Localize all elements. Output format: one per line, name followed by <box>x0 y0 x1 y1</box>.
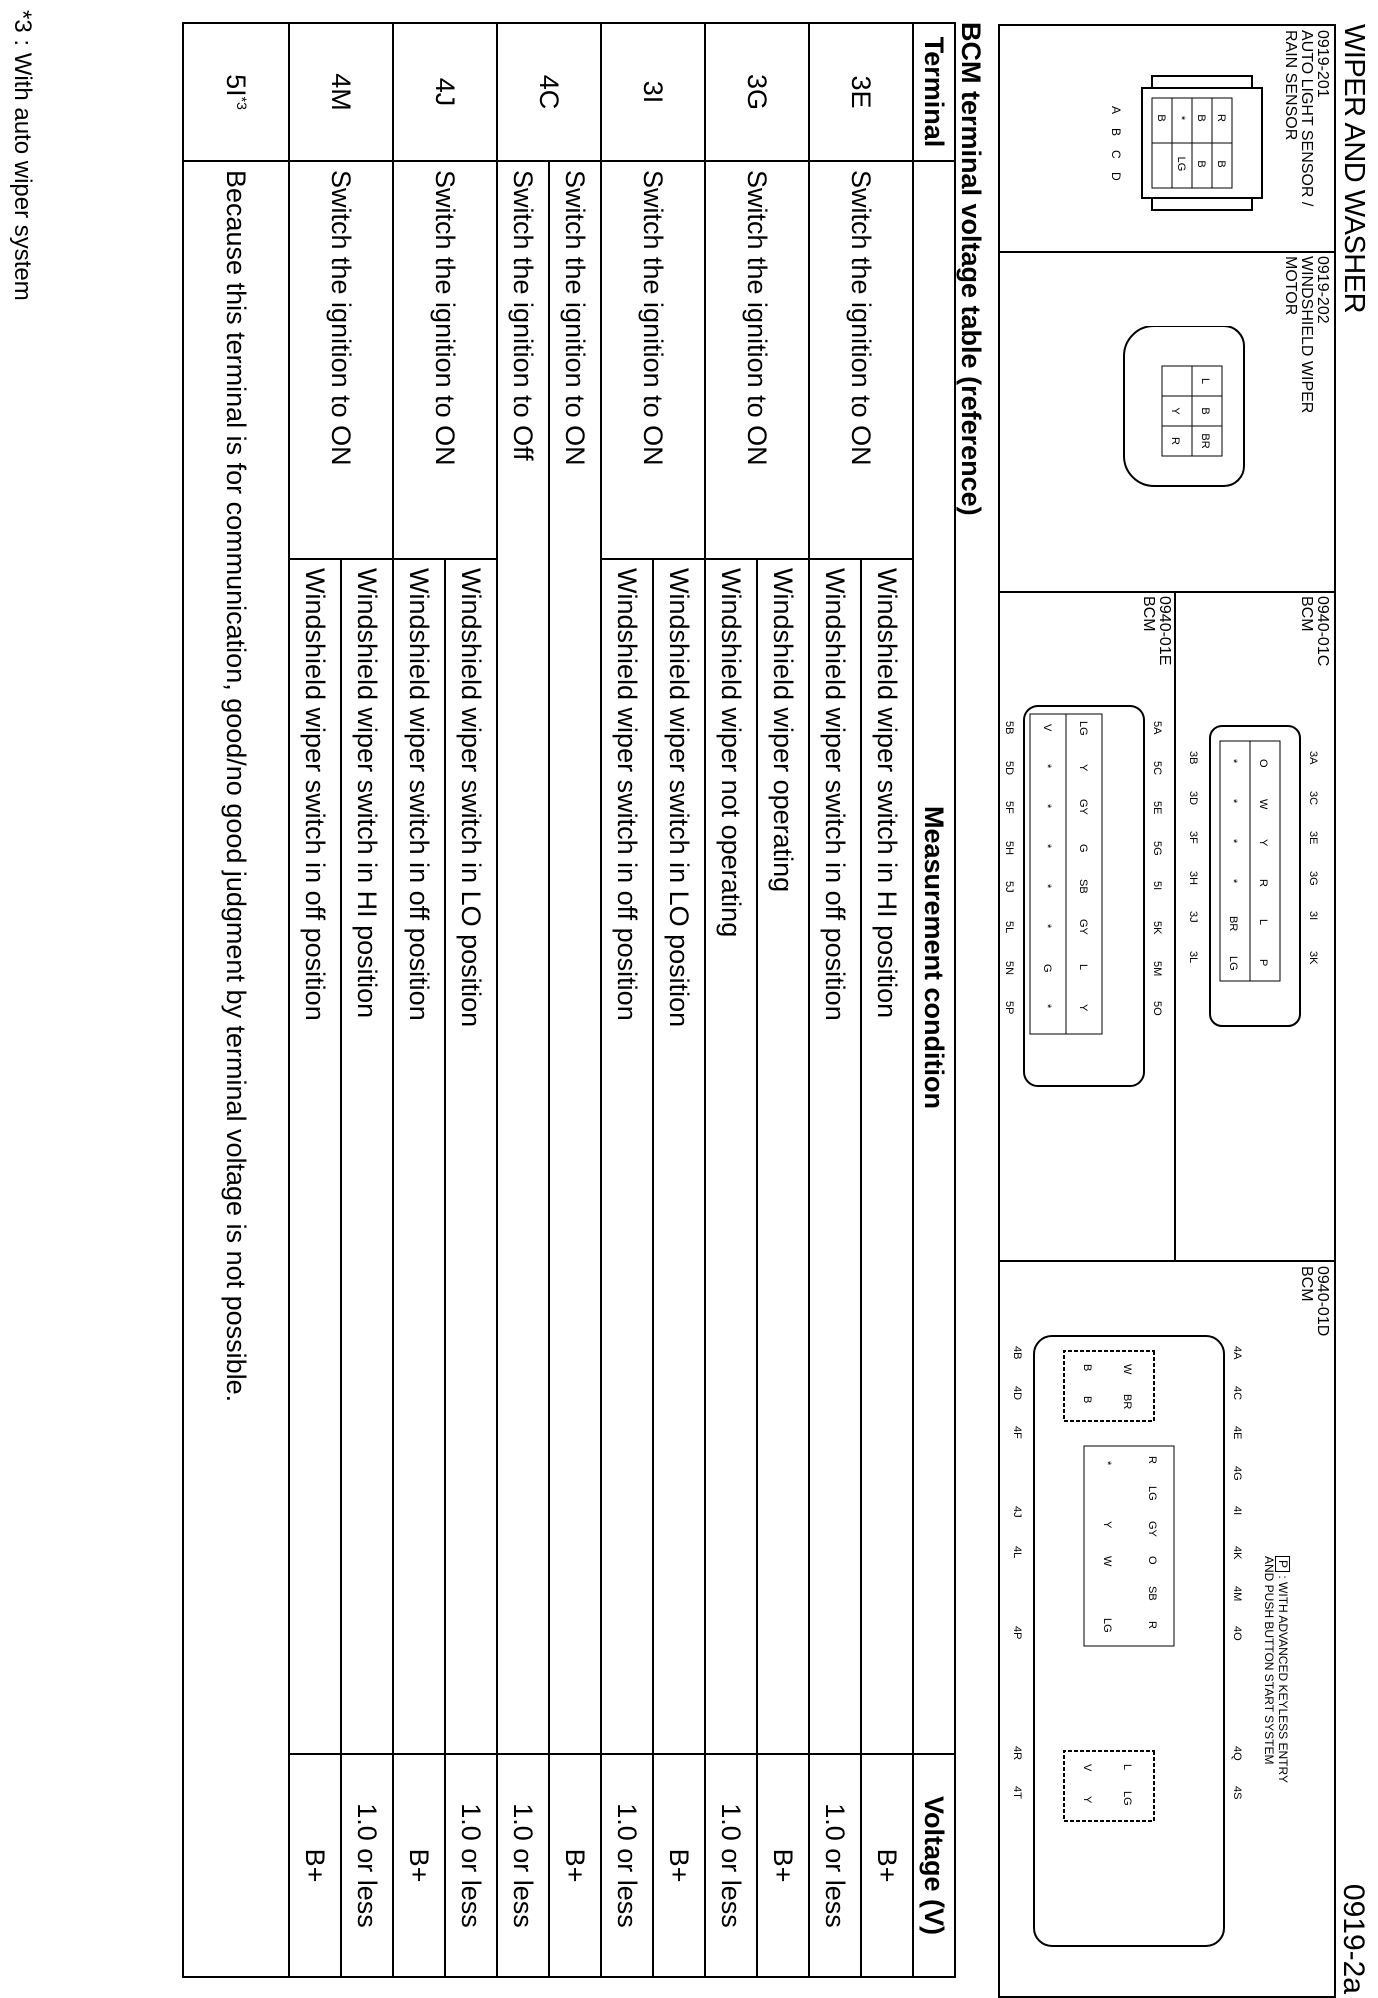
pin-label: L <box>1199 377 1211 385</box>
header-terminal: Terminal <box>913 23 955 161</box>
voltage-cell: B+ <box>653 1754 705 1977</box>
abk-note <box>1262 1556 1290 1783</box>
condition-cell: Switch the ignition to ON <box>601 161 705 559</box>
connector-name: MOTOR <box>1282 256 1299 316</box>
terminal-label: 3I <box>1307 911 1319 921</box>
note-line: : WITH ADVANCED KEYLESS ENTRY <box>1276 1575 1290 1783</box>
pin-label: * <box>1041 844 1053 849</box>
terminal-label: 3C <box>1307 791 1319 806</box>
pin-label: BR <box>1199 433 1211 449</box>
terminal-label: 4D <box>1011 1386 1023 1401</box>
detail-cell: Windshield wiper switch in off position <box>289 559 341 1754</box>
connector-id: 0940-01C <box>1314 596 1331 667</box>
table-row <box>183 23 289 1977</box>
pin-label: W <box>1121 1364 1133 1375</box>
terminal-label: 4R <box>1011 1746 1023 1761</box>
condition-cell: Switch the ignition to ON <box>809 161 913 559</box>
terminal-label: 4T <box>1011 1786 1023 1799</box>
terminal-label: 4C <box>1231 1386 1243 1401</box>
pin-label: * <box>1227 759 1239 764</box>
detail-cell: Windshield wiper switch in HI position <box>861 559 913 1754</box>
pin-label: * <box>1227 879 1239 884</box>
detail-cell: Windshield wiper switch in off position <box>393 559 445 1754</box>
table-row <box>497 23 549 1977</box>
terminal-label: 3J <box>1187 911 1199 923</box>
table-row <box>653 23 705 1977</box>
pin-label: Y <box>1077 764 1089 772</box>
connector-id: 0919-202 <box>1314 256 1331 324</box>
pin-letter: B <box>1109 128 1123 137</box>
terminal-label: 5A <box>1151 721 1163 735</box>
voltage-cell: B+ <box>757 1754 809 1977</box>
pin-label: O <box>1146 1556 1158 1565</box>
detail-cell: Windshield wiper switch in off position <box>809 559 861 1754</box>
pin-letter: C <box>1109 150 1123 159</box>
pin-label: LG <box>1227 956 1239 971</box>
pin-label: Y <box>1169 407 1181 415</box>
terminal-cell: 4J <box>393 23 497 161</box>
terminal-label: 4L <box>1011 1546 1023 1559</box>
terminal-label: 3K <box>1307 951 1319 965</box>
voltage-cell: B+ <box>289 1754 341 1977</box>
terminal-label: 5M <box>1151 961 1163 977</box>
pin-label: * <box>1175 115 1187 121</box>
voltage-cell: B+ <box>393 1754 445 1977</box>
header-voltage: Voltage (V) <box>913 1754 955 1977</box>
connector-id: 0940-01D <box>1314 1266 1331 1337</box>
footnote: *3 : With auto wiper system <box>9 10 36 301</box>
terminal-label: 3E <box>1307 831 1319 845</box>
detail-cell: Windshield wiper switch in off position <box>601 559 653 1754</box>
pin-label: G <box>1077 844 1089 853</box>
pin-label: B <box>1081 1364 1093 1372</box>
pin-label: B <box>1081 1396 1093 1404</box>
connector-name: AUTO LIGHT SENSOR / <box>1298 30 1315 207</box>
detail-cell: Windshield wiper not operating <box>705 559 757 1754</box>
terminal-label: 3F <box>1187 831 1199 844</box>
pin-label: * <box>1041 764 1053 769</box>
terminal-label: 5G <box>1151 841 1163 856</box>
terminal-label: 4A <box>1231 1346 1243 1360</box>
terminal-label: 4Q <box>1231 1746 1243 1761</box>
page-number: 0919-2a <box>1337 1883 1370 1994</box>
pin-label: * <box>1041 804 1053 809</box>
terminal-label: 5N <box>1003 961 1015 976</box>
terminal-label: 4G <box>1231 1466 1243 1481</box>
pin-label: Y <box>1081 1796 1093 1804</box>
connector-0919-202-diagram <box>1104 326 1264 506</box>
table-header-row <box>913 23 955 1977</box>
condition-cell: Switch the ignition to ON <box>549 161 601 1754</box>
terminal-label: 4M <box>1231 1586 1243 1602</box>
connector-area <box>998 24 1336 1998</box>
connector-0940-01C-diagram <box>1180 666 1330 1086</box>
voltage-cell: 1.0 or less <box>497 1754 549 1977</box>
pin-label: B <box>1155 114 1167 122</box>
bcm-voltage-table <box>182 22 956 1978</box>
connector-name: BCM <box>1140 596 1157 632</box>
divider <box>1000 1260 1334 1262</box>
terminal-label: 4E <box>1231 1426 1243 1440</box>
pin-label: * <box>1041 1004 1053 1009</box>
pin-label: B <box>1199 407 1211 415</box>
terminal-label: 5K <box>1151 921 1163 935</box>
divider <box>1000 591 1334 593</box>
condition-cell: Switch the ignition to ON <box>393 161 497 559</box>
pin-label: W <box>1257 799 1269 810</box>
pin-label: LG <box>1146 1486 1158 1501</box>
terminal-cell: 4M <box>289 23 393 161</box>
pin-label: * <box>1101 1461 1113 1466</box>
connector-name: BCM <box>1298 596 1315 632</box>
terminal-label: 4B <box>1011 1346 1023 1360</box>
detail-cell: Windshield wiper operating <box>757 559 809 1754</box>
header-condition: Measurement condition <box>913 161 955 1754</box>
terminal-label: 3A <box>1307 751 1319 765</box>
terminal-cell <box>183 23 289 161</box>
terminal-cell: 4C <box>497 23 601 161</box>
connector-name: WINDSHIELD WIPER <box>1298 256 1315 414</box>
connector-0919-201-diagram <box>1094 46 1274 236</box>
connector-0940-01D-diagram <box>1004 1296 1264 1996</box>
terminal-label: 4O <box>1231 1626 1243 1641</box>
note-symbol: P <box>1275 1556 1290 1572</box>
pin-label: R <box>1257 879 1269 887</box>
pin-label: B <box>1195 114 1207 122</box>
pin-label: GY <box>1077 919 1089 935</box>
divider <box>1000 251 1334 253</box>
connector-id: 0940-01E <box>1156 596 1173 666</box>
pin-label: SB <box>1077 879 1089 894</box>
pin-label: R <box>1146 1456 1158 1464</box>
terminal-label: 4P <box>1011 1626 1023 1640</box>
terminal-label: 4S <box>1231 1786 1243 1800</box>
pin-label: R <box>1146 1621 1158 1629</box>
pin-label: * <box>1041 924 1053 929</box>
pin-label: V <box>1041 724 1053 732</box>
pin-label: BR <box>1227 916 1239 932</box>
pin-label: Y <box>1257 839 1269 847</box>
pin-label: R <box>1169 437 1181 445</box>
voltage-cell: 1.0 or less <box>809 1754 861 1977</box>
table-row <box>445 23 497 1977</box>
page-title: WIPER AND WASHER <box>1338 24 1370 314</box>
pin-label: Y <box>1101 1521 1113 1529</box>
pin-label: SB <box>1146 1586 1158 1601</box>
voltage-cell: B+ <box>861 1754 913 1977</box>
pin-label: LG <box>1077 721 1089 736</box>
terminal-label: 5I <box>1151 881 1163 891</box>
terminal-cell: 3E <box>809 23 913 161</box>
pin-label: LG <box>1175 156 1187 172</box>
terminal-label: 5D <box>1003 761 1015 776</box>
pin-label: GY <box>1146 1521 1158 1537</box>
pin-label: BR <box>1121 1394 1133 1410</box>
terminal-label: 4J <box>1011 1506 1023 1518</box>
terminal-label: 5E <box>1151 801 1163 815</box>
connector-id: 0919-201 <box>1314 30 1331 98</box>
terminal-label: 4F <box>1011 1426 1023 1439</box>
pin-label: L <box>1077 964 1089 971</box>
terminal-label: 5H <box>1003 841 1015 856</box>
divider <box>1174 591 1176 1260</box>
voltage-cell: 1.0 or less <box>705 1754 757 1977</box>
terminal-label: 5I <box>221 74 252 97</box>
connector-0940-01E-diagram <box>999 666 1174 1126</box>
pin-label: GY <box>1077 799 1089 815</box>
terminal-label: 5P <box>1003 1001 1015 1015</box>
terminal-label: 5B <box>1003 721 1015 735</box>
condition-cell: Switch the ignition to ON <box>289 161 393 559</box>
terminal-cell: 3G <box>705 23 809 161</box>
terminal-label: 4K <box>1231 1546 1243 1560</box>
pin-letter: D <box>1109 172 1123 181</box>
condition-cell: Switch the ignition to ON <box>705 161 809 559</box>
table-row <box>341 23 393 1977</box>
pin-label: B <box>1195 160 1207 168</box>
pin-label: L <box>1121 1764 1133 1771</box>
terminal-label: 5C <box>1151 761 1163 776</box>
pin-letter: A <box>1109 106 1123 115</box>
table-row <box>549 23 601 1977</box>
terminal-label: 3B <box>1187 751 1199 765</box>
pin-label: Y <box>1077 1004 1089 1012</box>
pin-label: * <box>1227 799 1239 804</box>
pin-label: L <box>1257 919 1269 926</box>
terminal-cell: 3I <box>601 23 705 161</box>
terminal-label: 5O <box>1151 1001 1163 1016</box>
voltage-cell: 1.0 or less <box>341 1754 393 1977</box>
terminal-label: 5J <box>1003 881 1015 893</box>
terminal-label: 3D <box>1187 791 1199 806</box>
table-row <box>861 23 913 1977</box>
pin-label: O <box>1257 759 1269 768</box>
voltage-cell: B+ <box>549 1754 601 1977</box>
detail-cell: Windshield wiper switch in LO position <box>653 559 705 1754</box>
connector-name: BCM <box>1298 1266 1315 1302</box>
terminal-label: 3G <box>1307 871 1319 886</box>
terminal-label: 3L <box>1187 951 1199 964</box>
terminal-label: 5F <box>1003 801 1015 814</box>
pin-label: * <box>1041 884 1053 889</box>
pin-label: W <box>1101 1556 1113 1567</box>
terminal-label: 3H <box>1187 871 1199 886</box>
bcm-table-title: BCM terminal voltage table (reference) <box>956 22 986 516</box>
connector-name: RAIN SENSOR <box>1282 30 1299 141</box>
pin-label: R <box>1215 114 1227 122</box>
detail-cell: Windshield wiper switch in HI position <box>341 559 393 1754</box>
condition-cell: Switch the ignition to Off <box>497 161 549 1754</box>
terminal-label: 4I <box>1231 1506 1243 1516</box>
detail-cell: Windshield wiper switch in LO position <box>445 559 497 1754</box>
pin-label: P <box>1257 959 1269 967</box>
pin-label: B <box>1215 160 1227 168</box>
pin-label: LG <box>1121 1791 1133 1806</box>
pin-label: * <box>1227 839 1239 844</box>
pin-label: G <box>1041 964 1053 973</box>
condition-cell: Because this terminal is for communication, good/no good judgment by terminal voltage is not possible. <box>183 161 289 1977</box>
terminal-label: 5L <box>1003 921 1015 934</box>
voltage-cell: 1.0 or less <box>445 1754 497 1977</box>
note-line: AND PUSH BUTTON START SYSTEM <box>1262 1556 1276 1765</box>
footnote-marker: *3 <box>234 96 251 110</box>
voltage-cell: 1.0 or less <box>601 1754 653 1977</box>
pin-label: LG <box>1101 1618 1113 1633</box>
pin-label: V <box>1081 1764 1093 1772</box>
table-row <box>757 23 809 1977</box>
